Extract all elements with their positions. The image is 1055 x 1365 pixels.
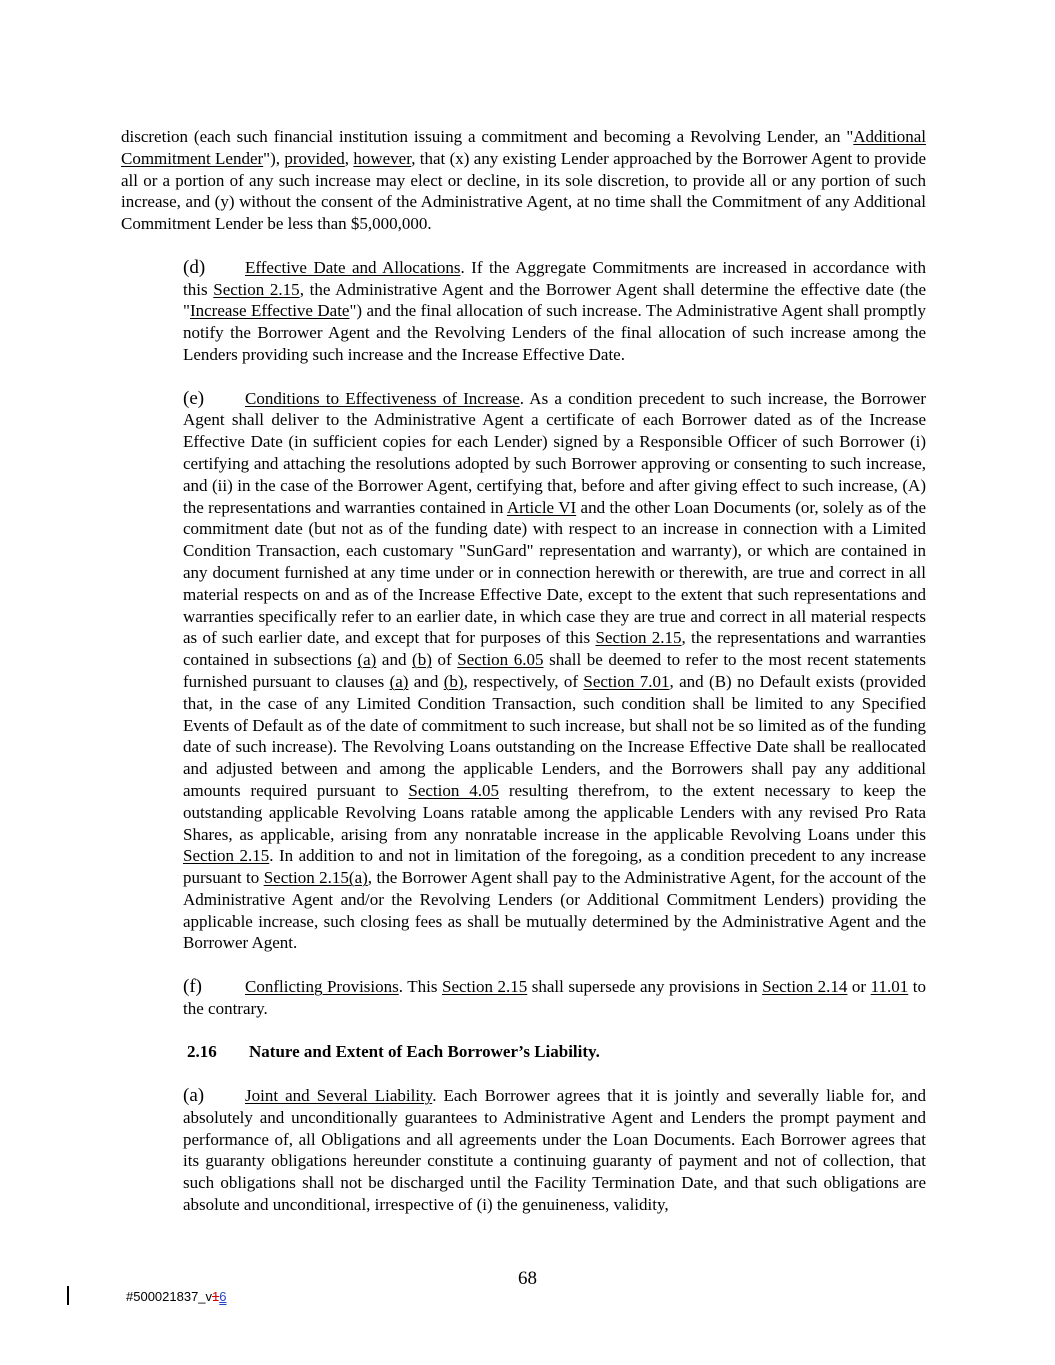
- defined-term: Additional Commitment Lender: [121, 127, 926, 168]
- section-title: Nature and Extent of Each Borrower’s Liability.: [249, 1042, 600, 1062]
- document-id: #500021837_v: [126, 1289, 213, 1304]
- cross-reference: Section 4.05: [408, 780, 499, 800]
- paragraph-c-continuation: discretion (each such financial institution issuing a commitment and becoming a Revolving Lender, an "Additional Commitment Lender"), provided, however, that (x) any existing Lender approached by the Borrower Agent to provide all or a portion of any such increase may elect or decline, in its sole discretion, to provide all or any portion of such increase, and (y) without the consent of the Administrative Agent, at no time shall the Commitment of any Additional Commitment Lender be less than $5,000,000.: [121, 127, 927, 234]
- page-body: [121, 126, 926, 1216]
- cross-reference: (b): [443, 671, 464, 691]
- cross-reference: Section 2.15: [441, 977, 528, 997]
- cross-reference: Section 6.05: [457, 650, 544, 670]
- paragraph-e: (e) Conditions to Effectiveness of Increase. As a condition precedent to such increase, the Borrower Agent shall deliver to the Administrative Agent a certificate of each Borrower dated as of the Increase Effective Date (in sufficient copies for each Lender) signed by a Responsible Officer of such Borrower (i) certifying and attaching the resolutions adopted by such Borrower approving or consenting to such increase, and (ii) in the case of the Borrower Agent, certifying that, before and after giving effect to such increase, (A) the representations and warranties contained in Article VI and the other Loan Documents (or, solely as of the commitment date (but not as of the funding date) with respect to an increase in connection with a Limited Condition Transaction, each customary "SunGard" representation and warranty), or which are contained in any document furnished at any time under or in connection herewith or therewith, are true and correct in all material respects on and as of the Increase Effective Date, except to the extent that such representations and warranties specifically refer to an earlier date, in which case they are true and correct in all material respects as of such earlier date, and except that for purposes of this Section 2.15, the representations and warranties contained in subsections (a) and (b) of Section 6.05 shall be deemed to refer to the most recent statements furnished pursuant to clauses (a) and (b), respectively, of Section 7.01, and (B) no Default exists (provided that, in the case of any Limited Condition Transaction, such condition shall be limited to any Specified Events of Default as of the date of commitment to such increase, but shall not be so limited as of the funding date of such increase). The Revolving Loans outstanding on the Increase Effective Date shall be reallocated and adjusted between and among the applicable Lenders, and the Borrowers shall pay any additional amounts required pursuant to Section 4.05 resulting therefrom, to the extent necessary to keep the outstanding applicable Revolving Loans ratable among the applicable Lenders with any revised Pro Rata Shares, as applicable, arising from any nonratable increase in the applicable Revolving Loans under this Section 2.15. In addition to and not in limitation of the foregoing, as a condition precedent to any increase pursuant to Section 2.15(a), the Borrower Agent shall pay to the Administrative Agent, for the account of the Administrative Agent and/or the Revolving Lenders (or Additional Commitment Lenders) providing the applicable increase, such closing fees as shall be mutually determined by the Administrative Agent and the Borrower Agent.: [183, 387, 927, 953]
- cross-reference: (b): [412, 650, 432, 670]
- revision-change-bar: [67, 1286, 69, 1305]
- clause-title: Conflicting Provisions: [245, 977, 399, 997]
- clause-title: Joint and Several Liability: [245, 1086, 433, 1106]
- cross-reference: Section 2.15: [595, 628, 682, 648]
- clause-title: Conditions to Effectiveness of Increase: [245, 388, 520, 408]
- clause-label: (a): [183, 1085, 205, 1107]
- cross-reference: (a): [389, 671, 409, 691]
- paragraph-a: (a) Joint and Several Liability. Each Borrower agrees that it is jointly and severally liable for, and absolutely and unconditionally guarantees to Administrative Agent and Lenders the prompt payment and performance of, all Obligations and all agreements under the Loan Documents. Each Borrower agrees that its guaranty obligations hereunder constitute a continuing guaranty of payment and not of collection, that such obligations shall not be discharged until the Facility Termination Date, and that such obligations are absolute and unconditional, irrespective of (i) the genuineness, validity,: [183, 1085, 926, 1215]
- clause-label: (d): [183, 256, 206, 278]
- cross-reference: (a): [357, 650, 377, 670]
- cross-reference: Section 2.15: [183, 846, 270, 866]
- paragraph-f: (f) Conflicting Provisions. This Section 2.15 shall supersede any provisions in Section 2.14 or 11.01 to the contrary.: [183, 976, 926, 1018]
- clause-label: (e): [183, 387, 205, 409]
- cross-reference: Section 2.15(a): [263, 868, 368, 888]
- section-number: 2.16: [187, 1042, 217, 1062]
- clause-label: (f): [183, 976, 202, 998]
- paragraph-d: (d) Effective Date and Allocations. If the Aggregate Commitments are increased in accordance with this Section 2.15, the Administrative Agent and the Borrower Agent shall determine the effective date (the "Increase Effective Date") and the final allocation of such increase. The Administrative Agent shall promptly notify the Borrower Agent and the Revolving Lenders of the final allocation of such increase among the Lenders providing such increase and the Increase Effective Date.: [183, 256, 927, 364]
- cross-reference: 11.01: [870, 977, 909, 997]
- defined-term: Increase Effective Date: [189, 301, 350, 321]
- defined-term: however: [353, 148, 412, 168]
- cross-reference: Section 2.14: [762, 977, 848, 997]
- defined-term: provided: [284, 148, 345, 168]
- cross-reference: Section 7.01: [583, 671, 670, 691]
- page-number: 68: [518, 1268, 537, 1289]
- inserted-revision-number: 6: [219, 1289, 227, 1304]
- clause-title: Effective Date and Allocations: [245, 257, 461, 277]
- document-id-footer: [126, 1289, 227, 1305]
- section-heading-2-16: [121, 1041, 926, 1063]
- deleted-revision-number: 1: [212, 1289, 220, 1304]
- cross-reference: Article VI: [506, 497, 577, 517]
- cross-reference: Section 2.15: [213, 279, 300, 299]
